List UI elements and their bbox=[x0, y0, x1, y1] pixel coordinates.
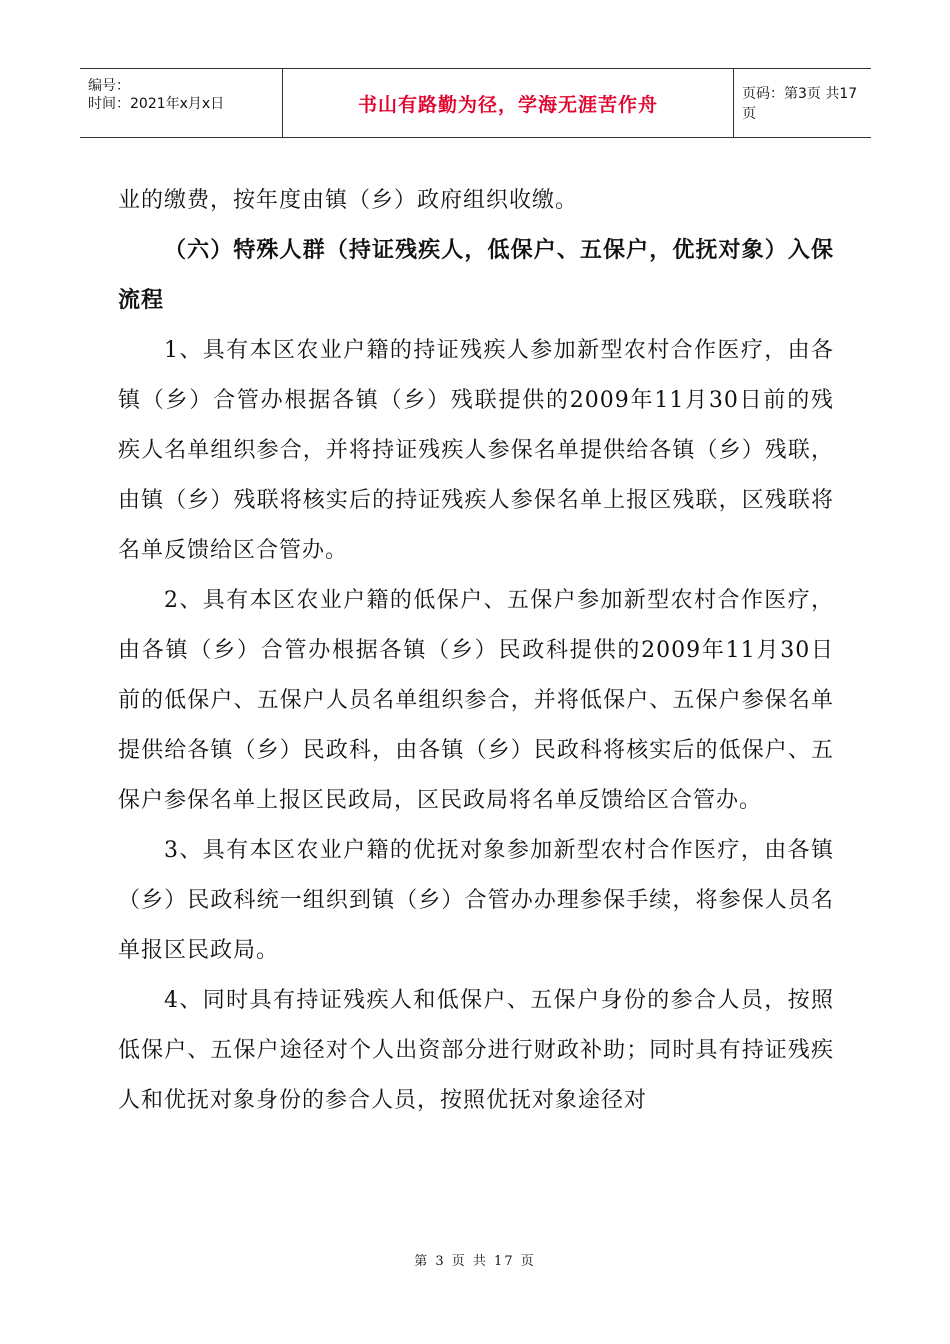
paragraph-item-2: 2、具有本区农业户籍的低保户、五保户参加新型农村合作医疗，由各镇（乡）合管办根据各镇（乡）民政科提供的2009年11月30日前的低保户、五保户人员名单组织参合，并将低保户、五保户参保名单提供给各镇（乡）民政科，由各镇（乡）民政科将核实后的低保户、五保户参保名单上报区民政局，区民政局将名单反馈给区合管办。 bbox=[118, 588, 834, 813]
header-page-info: 页码：第3页 共17页 bbox=[742, 86, 858, 122]
document-number-label: 编号： bbox=[88, 78, 130, 94]
document-date-label: 时间：2021年x月x日 bbox=[88, 96, 225, 112]
header-motto: 书山有路勤为径，学海无涯苦作舟 bbox=[357, 93, 658, 116]
document-header bbox=[80, 68, 871, 138]
section-heading: （六）特殊人群（持证残疾人，低保户、五保户，优抚对象）入保流程 bbox=[118, 238, 834, 313]
page-footer: 第 3 页 共 17 页 bbox=[414, 1254, 536, 1269]
paragraph-item-4: 4、同时具有持证残疾人和低保户、五保户身份的参合人员，按照低保户、五保户途径对个人出资部分进行财政补助；同时具有持证残疾人和优抚对象身份的参合人员，按照优抚对象途径对 bbox=[118, 988, 834, 1113]
paragraph-item-3: 3、具有本区农业户籍的优抚对象参加新型农村合作医疗，由各镇（乡）民政科统一组织到镇（乡）合管办办理参保手续，将参保人员名单报区民政局。 bbox=[118, 838, 834, 963]
header-page-cell bbox=[734, 69, 871, 137]
paragraph-continuation: 业的缴费，按年度由镇（乡）政府组织收缴。 bbox=[118, 188, 579, 213]
paragraph-item-1: 1、具有本区农业户籍的持证残疾人参加新型农村合作医疗，由各镇（乡）合管办根据各镇（乡）残联提供的2009年11月30日前的残疾人名单组织参合，并将持证残疾人参保名单提供给各镇（乡）残联，由镇（乡）残联将核实后的持证残疾人参保名单上报区残联，区残联将名单反馈给区合管办。 bbox=[118, 338, 834, 563]
header-meta-cell bbox=[80, 69, 283, 137]
document-body bbox=[118, 176, 834, 1126]
header-motto-cell bbox=[283, 69, 734, 137]
